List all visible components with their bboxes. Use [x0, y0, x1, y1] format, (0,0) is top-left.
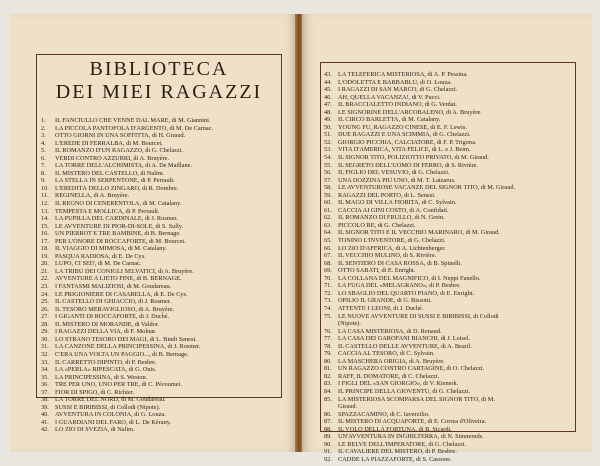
book-number: 54.: [324, 154, 332, 162]
book-title: CADDE LA PIAZZAFORTE, di S. Cassone.: [338, 455, 452, 463]
book-number: 61.: [324, 206, 332, 214]
left-book-list: [41, 117, 279, 434]
book-number: 87.: [324, 418, 332, 426]
book-number: 55.: [324, 161, 332, 169]
book-list-item: [324, 365, 572, 373]
book-title: I GUARDIANI DEL FARO, di L. De Kérany.: [55, 418, 172, 426]
book-title: IL SENTIERO DI CASA ROSSA, di B. Spinelli.: [338, 259, 462, 267]
book-list-item: [41, 298, 279, 306]
book-number: 38.: [41, 396, 49, 404]
book-number: 19.: [41, 252, 49, 260]
book-number: 18.: [41, 245, 49, 253]
book-number: 80.: [324, 357, 332, 365]
book-title: LE NUOVE AVVENTURE DI SUSSI E BIRIBISSI, di Collodi: [338, 312, 499, 320]
book-number: 52.: [324, 138, 332, 146]
book-number: 72.: [324, 289, 332, 297]
book-number: 62.: [324, 214, 332, 222]
book-title: FIOR DI SPIGO, di C. Richter.: [55, 388, 135, 396]
book-title: Giraud.: [338, 403, 358, 411]
book-list-item: [41, 321, 279, 329]
book-title: LO ZIO DI SVEZIA, di Nalim.: [55, 426, 135, 434]
book-title: LA CASA MISTERIOSA, di D. Renaud.: [338, 327, 442, 335]
book-number: 34.: [41, 366, 49, 374]
book-list-item: [324, 214, 572, 222]
book-title: LO STRANO TESORO DEI MAGI, di L. Bindi Senesi.: [55, 335, 197, 343]
book-list-item: [41, 366, 279, 374]
book-number: 79.: [324, 350, 332, 358]
book-list-item: [41, 275, 279, 283]
book-list-item: [41, 223, 279, 231]
book-title: L'ODOLETTA E BARBABLÙ, di O. Louza.: [338, 78, 452, 86]
book-title: LA «PERLA» RIPESCATA, di G. Ouis.: [55, 366, 157, 374]
book-title: VERDI CONTRO AZZURRI, di A. Bruyère.: [55, 154, 170, 162]
book-list-item: [41, 192, 279, 200]
book-title: AVVENTURA IN COLONIA, di G. Louza.: [55, 411, 166, 419]
book-list-item: [41, 419, 279, 427]
book-title: C'ERA UNA VOLTA UN PAGGIO..., di B. Bernage.: [55, 350, 189, 358]
book-list-item: [324, 426, 572, 434]
book-list-item: [41, 177, 279, 185]
book-title: IL REGNO DI CENERENTOLA, di M. Catalany.: [55, 200, 182, 208]
book-title: SPAZZACAMINO, di C. Iaverzilio.: [338, 410, 430, 418]
book-number: 74.: [324, 304, 332, 312]
book-number: 44.: [324, 78, 332, 86]
book-list-item: [324, 373, 572, 381]
book-title: LA TELEFERICA MISTERIOSA, di A. P. Pessina.: [338, 71, 468, 78]
book-list-item: [41, 351, 279, 359]
book-list-item: [324, 79, 572, 87]
book-list-item: [324, 169, 572, 177]
book-list-item: [41, 313, 279, 321]
book-list-item: [41, 268, 279, 276]
book-list-item: [324, 403, 572, 411]
book-title: I FANTASMI MALIZIOSI, di M. Goudareau.: [55, 283, 172, 291]
book-title: UN PIERROT E TRE BAMBINE, di B. Bernage.: [55, 230, 181, 238]
book-title: I RAGAZZI DI SAN MARCO, di G. Chelazzi.: [338, 86, 458, 94]
book-list-item: [41, 215, 279, 223]
book-title: YOUNG FU, RAGAZZO CINESE, di E. F. Lewis.: [338, 123, 467, 131]
book-number: 46.: [324, 93, 332, 101]
book-number: 45.: [324, 86, 332, 94]
book-title: LE PRIGIONIERE DI CASABELLA, di E. De Cys.: [55, 290, 188, 298]
book-number: 57.: [324, 176, 332, 184]
book-title: UN RAGAZZO CONTRO CARTAGINE, di O. Chelazzi.: [338, 365, 485, 373]
book-number: 17.: [41, 237, 49, 245]
book-list-item: [41, 185, 279, 193]
book-number: 83.: [324, 380, 332, 388]
book-list-item: [324, 109, 572, 117]
book-number: 12.: [41, 200, 49, 208]
book-number: 4.: [41, 139, 46, 147]
book-list-item: [324, 358, 572, 366]
book-list-item: [324, 131, 572, 139]
book-list-item: [324, 282, 572, 290]
book-list-item: [41, 389, 279, 397]
book-title: ATTENTI! I LEONI, di J. Duché.: [338, 304, 424, 312]
right-book-list: [324, 71, 572, 463]
book-title: TEMPESTA E MOLLICA, di P. Perrault.: [55, 207, 160, 215]
book-title: CACCIA AI GINI COSTO, di A. Confidati.: [338, 206, 449, 214]
book-list-item: [324, 184, 572, 192]
book-list-item: [324, 441, 572, 449]
book-title: IL ROMANZO D'UN RAGAZZO, di G. Chelazzi.: [55, 147, 184, 155]
book-list-item: [324, 116, 572, 124]
book-title: IL VIAGGIO DI MIMOSA, di M. Catalany.: [55, 245, 167, 253]
book-list-item: [41, 381, 279, 389]
book-number: 85.: [324, 395, 332, 403]
book-number: 14.: [41, 215, 49, 223]
book-list-item: [324, 328, 572, 336]
book-list-item: [41, 291, 279, 299]
book-title: PASQUA RADIOSA, di E. De Cys.: [55, 252, 146, 260]
book-number: 10.: [41, 184, 49, 192]
book-number: 33.: [41, 358, 49, 366]
book-title: LE AVVENTUROSE VACANZE DEL SIGNOR TITO, di M. Giraud.: [338, 184, 516, 192]
book-number: 69.: [324, 267, 332, 275]
book-list-item: [41, 306, 279, 314]
book-number: 84.: [324, 387, 332, 395]
book-number: 1.: [41, 117, 46, 124]
book-title: IL CARRETTO DIPINTO, di P. Besbre.: [55, 358, 157, 366]
book-list-item: [324, 448, 572, 456]
book-number: 24.: [41, 290, 49, 298]
book-list-item: [41, 359, 279, 367]
book-title: LO SBAGLIO DEL QUARTO PIANO, di E. Enright.: [338, 289, 475, 297]
book-number: 58.: [324, 184, 332, 192]
book-number: 48.: [324, 108, 332, 116]
book-title: TONINO L'INVENTORE, di G. Chelazzi.: [338, 237, 446, 245]
book-title: IL MISTERO DI MORANDE, di Valdor.: [55, 320, 160, 328]
book-number: 39.: [41, 403, 49, 411]
book-number: 15.: [41, 222, 49, 230]
book-title: (Nipote).: [338, 320, 361, 328]
book-number: 60.: [324, 199, 332, 207]
book-title: UNA DOZZINA PIÙ UNO, di M. T. Latzarus.: [338, 176, 456, 184]
book-number: 41.: [41, 418, 49, 426]
book-title: LA PUPILLA DEL CARDINALE, di J. Rosmer.: [55, 215, 178, 223]
book-title: IL PRINCIPE DELLA GIOVENTÙ, di G. Chelazzi.: [338, 387, 471, 395]
book-title: VITA D'AMERICA, VITA FELICE, di L. e J. Beim.: [338, 146, 471, 154]
book-number: 40.: [41, 411, 49, 419]
book-list-item: [41, 155, 279, 163]
book-list-item: [41, 253, 279, 261]
book-list-item: [324, 199, 572, 207]
book-number: 90.: [324, 440, 332, 448]
book-number: 6.: [41, 154, 46, 162]
book-number: 25.: [41, 298, 49, 306]
book-title: CACCIA AL TESORO, di C. Sylvain.: [338, 350, 435, 358]
book-list-item: [41, 208, 279, 216]
book-list-item: [324, 245, 572, 253]
book-list-item: [41, 125, 279, 133]
book-list-item: [324, 146, 572, 154]
book-list-item: [324, 86, 572, 94]
book-list-item: [41, 343, 279, 351]
book-number: 50.: [324, 123, 332, 131]
title-line-1: BIBLIOTECA: [89, 58, 229, 80]
book-title: LA MASCHERA ORIGIA, di A. Bruyère.: [338, 357, 445, 365]
book-number: 64.: [324, 229, 332, 237]
book-list-item: [324, 162, 572, 170]
book-list-item: [41, 238, 279, 246]
book-number: 30.: [41, 335, 49, 343]
book-title: L'EREDITÀ DELLO ZINGARO, di R. Dombre.: [55, 184, 179, 192]
book-title: OTTO GIORNI IN UNA SOFFITTA, di H. Giraud.: [55, 132, 186, 140]
book-number: 66.: [324, 244, 332, 252]
book-list-item: [324, 260, 572, 268]
book-number: 36.: [41, 381, 49, 389]
book-list-item: [41, 147, 279, 155]
book-title: IL FANCIULLO CHE VENNE DAL MARE, di M. Giannini.: [55, 117, 211, 124]
book-title: I FIGLI DEL «SAN GIORGIO», di V. Kienerk.: [338, 380, 459, 388]
book-list-item: [41, 260, 279, 268]
book-list-item: [41, 404, 279, 412]
book-title: LE SIGNORINE DELL'ARCOBALENO, di A. Bruyère.: [338, 108, 482, 116]
book-number: 89.: [324, 433, 332, 441]
book-number: 53.: [324, 146, 332, 154]
book-list-item: [41, 426, 279, 434]
book-number: 31.: [41, 343, 49, 351]
book-list-item: [324, 222, 572, 230]
book-title: REGINELLA, di A. Bruyère.: [55, 192, 130, 200]
book-list-item: [324, 229, 572, 237]
book-number: 8.: [41, 169, 46, 177]
book-list-item: [324, 305, 572, 313]
book-number: 22.: [41, 275, 49, 283]
book-number: 73.: [324, 297, 332, 305]
book-number: 70.: [324, 274, 332, 282]
book-list-item: [324, 411, 572, 419]
book-title: DUE RAGAZZI E UNA SCIMMIA, di G. Chelazzi.: [338, 131, 471, 139]
book-title: IL MISTERO DEL CASTELLO, di Nalim.: [55, 169, 165, 177]
book-title: LA CASA DEI GAROFANI BIANCHI, di J. Loisel.: [338, 335, 471, 343]
book-list-item: [324, 267, 572, 275]
book-title: I RAGAZZI DELLA VIA, di F. Molnar.: [55, 328, 157, 336]
book-number: 63.: [324, 221, 332, 229]
book-number: 78.: [324, 342, 332, 350]
book-title: IL CAVALIERE DEL MISTERO, di P. Besbre.: [338, 448, 457, 456]
book-number: 88.: [324, 425, 332, 433]
book-list-item: [41, 374, 279, 382]
book-list-item: [324, 124, 572, 132]
book-title: LA CANZONE DELLA PRINCIPESSINA, di J. Rosmer.: [55, 343, 201, 351]
book-list-item: [324, 343, 572, 351]
series-title: [36, 58, 282, 104]
book-list-item: [41, 140, 279, 148]
book-number: 91.: [324, 448, 332, 456]
book-title: IL SEGRETO DELL'UOMO DI FERRO, di S. Rivière.: [338, 161, 479, 169]
book-number: 27.: [41, 313, 49, 321]
title-line-2: DEI MIEI RAGAZZI: [55, 81, 263, 103]
book-number: 59.: [324, 191, 332, 199]
book-list-item: [324, 290, 572, 298]
book-list-item: [324, 396, 572, 404]
book-number: 47.: [324, 101, 332, 109]
book-title: IL BRACCIALETTO INDIANO, di G. Verdat.: [338, 101, 457, 109]
book-list-item: [324, 94, 572, 102]
book-title: LA PICCOLA PANTOFOLA D'ARGENTO, di M. De Carnac.: [55, 124, 214, 132]
book-list-item: [324, 192, 572, 200]
book-list-item: [324, 388, 572, 396]
book-number: 86.: [324, 410, 332, 418]
book-title: LA TORRE DELL'ALCHIMISTA, di A. De Maillane.: [55, 162, 192, 170]
book-number: 68.: [324, 259, 332, 267]
book-title: RAGAZZI DEL PORTO, di L. Senesi.: [338, 191, 436, 199]
book-number: 21.: [41, 267, 49, 275]
book-number: 20.: [41, 260, 49, 268]
book-title: OTTO SABATI, di E. Enright.: [338, 267, 416, 275]
book-list-item: [41, 411, 279, 419]
book-list-item: [324, 313, 572, 321]
book-title: IL CASTELLO DELLE AVVENTURE, di A. Brazil.: [338, 342, 472, 350]
book-title: LA STELLA IN SERPENTONE, di P. Perrault.: [55, 177, 175, 185]
left-page: [10, 14, 296, 452]
book-list-item: [324, 252, 572, 260]
book-number: 7.: [41, 162, 46, 170]
book-title: GIORGIO PICCHIA, CALCIATORE, di F. P. Trigona.: [338, 138, 477, 146]
book-list-item: [324, 207, 572, 215]
book-title: L'EREDE DI FERRALBA, di M. Bourcet.: [55, 139, 163, 147]
book-list-item: [41, 396, 279, 404]
book-title: LA PRINCIPESSINA, di S. Weston.: [55, 373, 148, 381]
book-number: 56.: [324, 169, 332, 177]
book-title: LO ZIO D'AFFRICA, di A. Lichtenberger.: [338, 244, 446, 252]
book-list-item: [324, 71, 572, 79]
book-title: IL MISTERO DI ACQUAFORTE, di E. Correa d'Oliveira.: [338, 418, 487, 426]
book-number: 75.: [324, 312, 332, 320]
book-title: IL VOLO DELLA FORTUNA, di B. Sicardi.: [338, 425, 452, 433]
book-title: LA COLLANA DEL MAGNIFICO, di I. Neppi Fanello.: [338, 274, 481, 282]
book-list-item: [41, 132, 279, 140]
book-number: 11.: [41, 192, 49, 200]
book-list-item: [324, 237, 572, 245]
book-number: 3.: [41, 132, 46, 140]
book-list-item: [41, 162, 279, 170]
book-title: I GIGANTI DI ROCCAFORTE, di J. Duché.: [55, 313, 170, 321]
book-number: 51.: [324, 131, 332, 139]
book-list-item: [324, 177, 572, 185]
book-number: 5.: [41, 147, 46, 155]
book-number: 92.: [324, 455, 332, 463]
book-number: 65.: [324, 237, 332, 245]
book-list-item: [41, 117, 279, 125]
book-title: IL TESORO MERAVIGLIOSO, di A. Bruyère.: [55, 305, 175, 313]
book-title: LE BELVE DELL'IMPERATORE, di G. Chelazzi.: [338, 440, 467, 448]
book-title: LUPO, CI SEI?, di M. De Carnac.: [55, 260, 142, 268]
book-number: 2.: [41, 124, 46, 132]
book-list-item: [324, 275, 572, 283]
book-title: RAFF, IL DOMATORE, di C. Chelazzi.: [338, 372, 440, 380]
book-title: LA TORRE DEL NORD, di M. Goudareau.: [55, 396, 166, 404]
book-title: IL CIRCO BARLETTA, di M. Catalany.: [338, 116, 441, 124]
book-title: IL MAGO DI VILLA FIORITA, di C. Sylvain.: [338, 199, 457, 207]
book-title: LA FUGA DEL «MELAGRANO», di P. Besbre.: [338, 282, 461, 290]
book-number: 35.: [41, 373, 49, 381]
book-title: AVVENTURE A LIETO FINE, di B. BERNAGE.: [55, 275, 182, 283]
book-number: 82.: [324, 372, 332, 380]
book-number: 76.: [324, 327, 332, 335]
book-number: 67.: [324, 252, 332, 260]
book-title: IL CASTELLO DI GHIACCIO, di J. Rosmer.: [55, 298, 172, 306]
book-number: 37.: [41, 388, 49, 396]
book-title: LE AVVENTURE DI PIOR-DI-SOLE, di S. Sully.: [55, 222, 184, 230]
book-list-item: [41, 283, 279, 291]
right-page: [302, 14, 592, 463]
book-list-item: [324, 320, 572, 328]
book-number: 29.: [41, 328, 49, 336]
book-number: 43.: [324, 71, 332, 78]
book-list-item: [41, 328, 279, 336]
book-number: 32.: [41, 350, 49, 358]
book-number: 23.: [41, 283, 49, 291]
book-list-item: [41, 336, 279, 344]
book-list-item: [324, 350, 572, 358]
book-list-item: [324, 433, 572, 441]
book-number: 81.: [324, 365, 332, 373]
book-list-item: [324, 139, 572, 147]
book-number: 26.: [41, 305, 49, 313]
book-list-item: [41, 245, 279, 253]
book-number: 42.: [41, 426, 49, 434]
book-number: 71.: [324, 282, 332, 290]
book-title: LA MISTERIOSA SCOMPARSA DEL SIGNOR TITO, di M.: [338, 395, 495, 403]
book-list-item: [324, 418, 572, 426]
book-title: IL SIGNOR TITO E IL VECCHIO MARINARO, di M. Giraud.: [338, 229, 500, 237]
book-number: 16.: [41, 230, 49, 238]
book-title: LA TRIBÙ DEI CONIGLI SELVATICI, di A. Bruyère.: [55, 267, 194, 275]
book-title: IL ROMANZO DI FRULLO, di N. Grein.: [338, 214, 445, 222]
book-title: PER L'ONORE DI ROCCAFORTE, di M. Bourcet.: [55, 237, 186, 245]
book-title: AH, QUELLA VACANZA!, di V. Pucci.: [338, 93, 441, 101]
book-list-item: [41, 170, 279, 178]
book-title: IL SIGNOR TITO, POLIZIOTTO PRIVATO, di M. Giraud.: [338, 154, 489, 162]
book-number: 77.: [324, 335, 332, 343]
book-list-item: [324, 101, 572, 109]
book-list-item: [324, 297, 572, 305]
book-list-item: [324, 456, 572, 464]
book-number: 9.: [41, 177, 46, 185]
book-list-item: [41, 200, 279, 208]
book-title: OPILIO IL GRANDE, di G. Bissotti.: [338, 297, 432, 305]
book-list-item: [324, 335, 572, 343]
book-title: SUSSI E BIRIBISSI, di Collodi (Nipote).: [55, 403, 161, 411]
book-title: IL VECCHIO MULINO, di S. Rivière.: [338, 252, 437, 260]
book-title: PICCOLO RE, di G. Chelazzi.: [338, 221, 416, 229]
book-list-item: [41, 230, 279, 238]
book-title: IL FIGLIO DEL VESUVIO, di G. Chelazzi.: [338, 169, 450, 177]
book-title: UN'AVVENTURA IN INGHILTERRA, di N. Simmonds.: [338, 433, 484, 441]
book-list-item: [324, 154, 572, 162]
book-number: 28.: [41, 320, 49, 328]
book-title: TRE PER UNO, UNO PER TRE, di C. Pécoumei.: [55, 381, 182, 389]
book-list-item: [324, 380, 572, 388]
book-number: 13.: [41, 207, 49, 215]
book-number: 49.: [324, 116, 332, 124]
